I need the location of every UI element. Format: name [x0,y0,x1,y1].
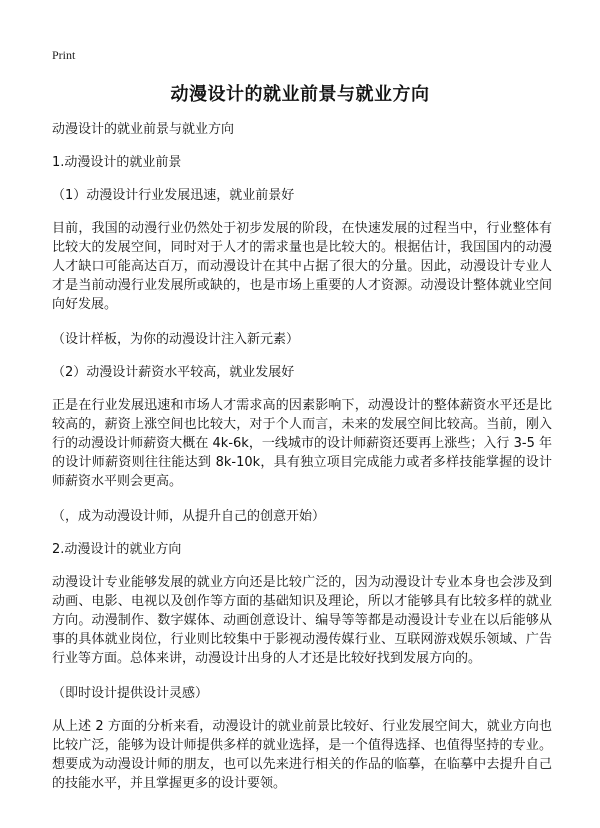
subheading-salary: （2）动漫设计薪资水平较高，就业发展好 [52,365,295,380]
section-subtitle: 动漫设计的就业前景与就业方向 [52,122,235,137]
paragraph-directions: 动漫设计专业能够发展的就业方向还是比较广泛的，因为动漫设计专业本身也会涉及到动画、电影、电视以及创作等方面的基础知识及理论，所以才能够具有比较多样的就业方向。动漫制作、数字媒体、动画创意设计、编导等等都是动漫设计专业在以后能够从事的具体就业岗位，行业则比较集中于影视动漫传媒行业、互联网游戏娱乐领域、广告行业等方面。总体来讲，动漫设计出身的人才还是比较好找到发展方向的。 [52,575,552,666]
article-body [52,120,552,809]
promo-note-templates: （设计样板，为你的动漫设计注入新元素） [52,332,300,347]
paragraph-conclusion: 从上述 2 方面的分析来看，动漫设计的就业前景比较好、行业发展空间大，就业方向也比较广泛，能够为设计师提供多样的就业选择，是一个值得选择、也值得坚持的专业。想要成为动漫设计师的朋友，也可以先来进行相关的作品的临摹，在临摹中去提升自己的技能水平，并且掌握更多的设计要领。 [52,719,552,791]
subheading-industry-growth: （1）动漫设计行业发展迅速，就业前景好 [52,188,295,203]
section-heading-prospects: 1.动漫设计的就业前景 [52,155,182,170]
section-heading-directions: 2.动漫设计的就业方向 [52,542,182,557]
paragraph-salary: 正是在行业发展迅速和市场人才需求高的因素影响下，动漫设计的整体薪资水平还是比较高的，薪资上涨空间也比较大，对于个人而言，未来的发展空间比较高。当前，刚入行的动漫设计师薪资大概在 4k-6k，一线城市的设计师薪资还要再上涨些；入行 3-5 年的设计师薪资则往往能达到 8k-10k，具有独立项目完成能力或者多样技能掌握的设计师薪资水平则会更高。 [52,398,552,489]
paragraph-industry-growth: 目前，我国的动漫行业仍然处于初步发展的阶段，在快速发展的过程当中，行业整体有比较大的发展空间，同时对于人才的需求量也是比较大的。根据估计，我国国内的动漫人才缺口可能高达百万，而动漫设计在其中占据了很大的分量。因此，动漫设计专业人才是当前动漫行业发展所或缺的，也是市场上重要的人才资源。动漫设计整体就业空间向好发展。 [52,221,552,312]
page-title: 动漫设计的就业前景与就业方向 [170,84,430,105]
promo-note-creativity: （，成为动漫设计师，从提升自己的创意开始） [52,509,326,524]
promo-note-inspiration: （即时设计提供设计灵感） [52,686,209,701]
print-link[interactable]: Print [52,48,76,62]
